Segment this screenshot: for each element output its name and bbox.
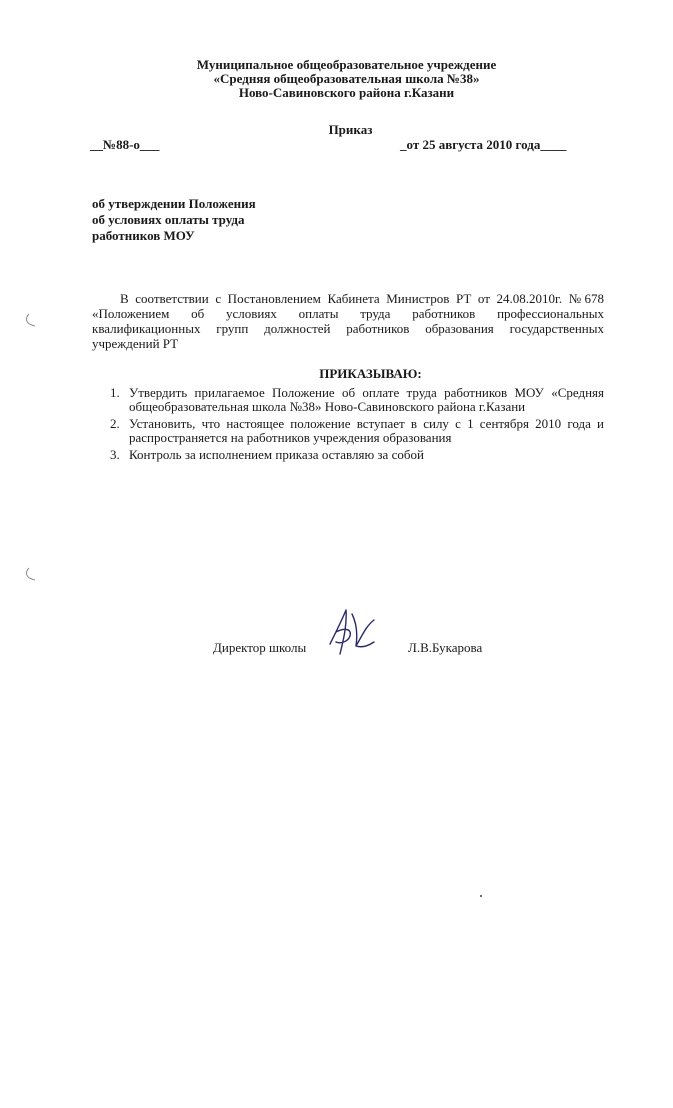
item-text: Утвердить прилагаемое Положение об оплате труда работников МОУ «Средняя общеобразовательная школа №38» Ново-Савиновского района г.Казани [129,385,604,414]
punch-hole-mark [23,566,39,582]
item-number: 1. [110,385,120,400]
subject-line-3: работников МОУ [92,228,195,243]
order-date: _от 25 августа 2010 года____ [400,137,567,152]
order-number: __№88-о___ [90,137,160,152]
item-number: 3. [110,447,120,462]
subject-line-2: об условиях оплаты труда [92,212,245,227]
preamble-paragraph: В соответствии с Постановлением Кабинета Министров РТ от 24.08.2010г. №678 «Положением об условиях оплаты труда работников профессиональных квалификационных групп должностей работников образования государственных учреждений РТ [92,291,604,351]
item-number: 2. [110,416,120,431]
header-line-3: Ново-Савиновского района г.Казани [238,85,455,100]
list-item [110,448,604,462]
item-text: Установить, что настоящее положение вступает в силу с 1 сентября 2010 года и распространяется на работников учреждения образования [129,416,604,445]
list-item [110,386,604,414]
order-items-list [110,386,604,465]
header-line-2: «Средняя общеобразовательная школа №38» [213,71,480,86]
scan-speck [480,895,482,897]
list-item [110,417,604,445]
punch-hole-mark [23,312,39,328]
order-subject [92,196,256,244]
organization-header [0,58,673,100]
director-name: Л.В.Букарова [408,640,483,655]
order-heading: ПРИКАЗЫВАЮ: [319,366,422,381]
handwritten-signature [322,602,382,662]
subject-line-1: об утверждении Положения [92,196,256,211]
header-line-1: Муниципальное общеобразовательное учреждение [196,57,497,72]
document-title: Приказ [328,122,373,137]
item-text: Контроль за исполнением приказа оставляю за собой [129,447,424,462]
director-role: Директор школы [213,640,307,655]
